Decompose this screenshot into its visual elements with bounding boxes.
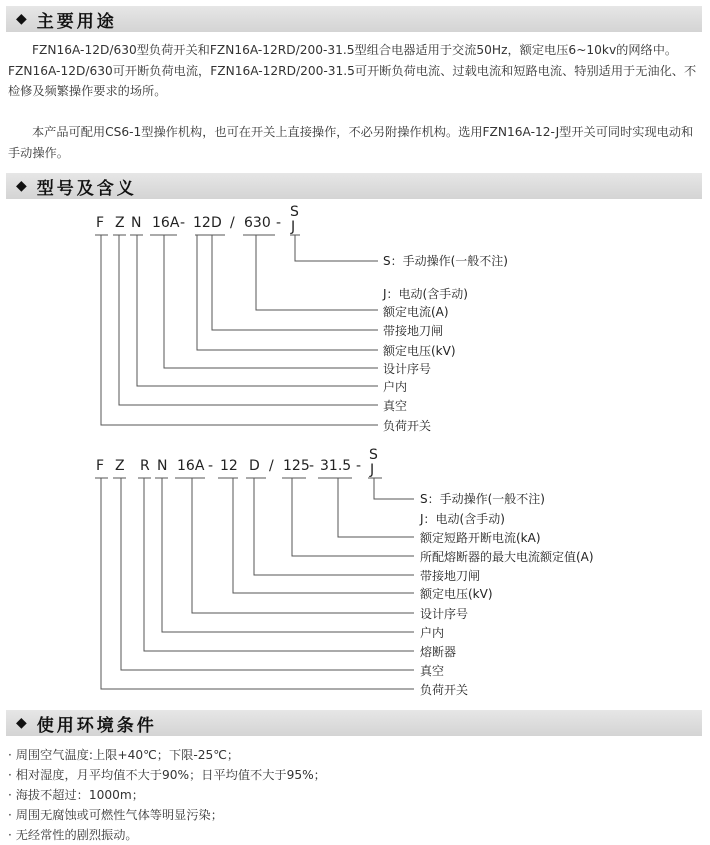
svg-text:J: J [370, 462, 375, 478]
svg-text:S: S [290, 204, 299, 220]
svg-text:负荷开关: 负荷开关 [420, 683, 469, 697]
svg-text:额定电压(kV): 额定电压(kV) [420, 587, 493, 601]
section-title: 使用环境条件 [36, 715, 157, 736]
section-header-environment [6, 710, 702, 736]
svg-text:S：手动操作(一般不注): S：手动操作(一般不注) [420, 492, 545, 506]
svg-text:-: - [276, 215, 282, 231]
svg-text:负荷开关: 负荷开关 [383, 419, 432, 433]
svg-text:-: - [208, 458, 214, 474]
section-title: 主要用途 [36, 11, 117, 32]
usage-paragraph-2: 本产品可配用CS6-1型操作机构，也可在开关上直接操作，不必另附操作机构。选用FZN16A-12-J型开关可同时实现电动和手动操作。 [8, 125, 694, 160]
model-diagrams [0, 195, 710, 725]
svg-text:12: 12 [220, 458, 238, 474]
svg-text:-: - [356, 458, 362, 474]
svg-text:N: N [131, 215, 142, 231]
svg-text:Z: Z [115, 458, 125, 474]
svg-text:所配熔断器的最大电流额定值(A): 所配熔断器的最大电流额定值(A) [420, 550, 594, 564]
model-code-1 [96, 204, 299, 235]
svg-text:/: / [230, 215, 235, 231]
svg-text:D: D [211, 215, 222, 231]
svg-text:户内: 户内 [420, 626, 445, 640]
svg-text:熔断器: 熔断器 [420, 645, 457, 659]
section-title: 型号及含义 [36, 178, 137, 199]
svg-text:真空: 真空 [383, 399, 408, 413]
svg-text:-: - [180, 215, 186, 231]
svg-text:N: N [157, 458, 168, 474]
svg-text:真空: 真空 [420, 664, 445, 678]
svg-text:设计序号: 设计序号 [383, 362, 432, 376]
svg-text:J：电动(含手动): J：电动(含手动) [420, 512, 505, 526]
diamond-icon: ◆ [16, 178, 27, 194]
svg-text:F: F [96, 458, 105, 474]
svg-text:J: J [291, 219, 296, 235]
svg-text:带接地刀闸: 带接地刀闸 [383, 324, 444, 338]
svg-text:/: / [269, 458, 274, 474]
model-labels-2 [419, 491, 594, 697]
svg-text:S: S [369, 447, 378, 463]
env-item-temperature: · 周围空气温度:上限+40℃；下限-25℃； [8, 748, 240, 762]
env-item-vibration: · 无经常性的剧烈振动。 [8, 828, 138, 842]
diamond-icon: ◆ [16, 715, 27, 731]
section-header-usage [6, 6, 702, 32]
svg-text:31.5: 31.5 [320, 458, 352, 474]
svg-text:Z: Z [115, 215, 125, 231]
svg-text:F: F [96, 215, 105, 231]
svg-text:S：手动操作(一般不注): S：手动操作(一般不注) [383, 254, 508, 268]
svg-text:-: - [309, 458, 315, 474]
svg-text:额定电流(A): 额定电流(A) [383, 305, 449, 319]
svg-text:R: R [140, 458, 150, 474]
env-item-pollution: · 周围无腐蚀或可燃性气体等明显污染； [8, 808, 223, 822]
svg-text:户内: 户内 [383, 380, 408, 394]
usage-paragraph-1: FZN16A-12D/630型负荷开关和FZN16A-12RD/200-31.5型组合电器适用于交流50Hz，额定电压6~10kv的网络中。FZN16A-12D/630可开断负荷电流，FZN16A-12RD/200-31.5可开断负荷电流、过载电流和短路电流、特别适用于无油化、不检修及频繁操作要求的场所。 [8, 43, 697, 99]
env-item-humidity: · 相对湿度，月平均值不大于90%；日平均值不大于95%； [8, 768, 326, 782]
svg-text:630: 630 [244, 215, 271, 231]
diamond-icon: ◆ [16, 11, 27, 27]
svg-text:12: 12 [193, 215, 211, 231]
svg-text:D: D [249, 458, 260, 474]
svg-text:16A: 16A [177, 458, 205, 474]
svg-text:带接地刀闸: 带接地刀闸 [420, 569, 481, 583]
svg-text:16A: 16A [152, 215, 180, 231]
model-code-2 [96, 447, 378, 478]
model-labels-1 [382, 253, 508, 433]
svg-text:设计序号: 设计序号 [420, 607, 469, 621]
svg-text:额定短路开断电流(kA): 额定短路开断电流(kA) [420, 531, 541, 545]
env-item-altitude: · 海拔不超过：1000m； [8, 788, 144, 802]
svg-text:额定电压(kV): 额定电压(kV) [383, 344, 456, 358]
svg-text:125: 125 [283, 458, 310, 474]
svg-text:J：电动(含手动): J：电动(含手动) [383, 287, 468, 301]
